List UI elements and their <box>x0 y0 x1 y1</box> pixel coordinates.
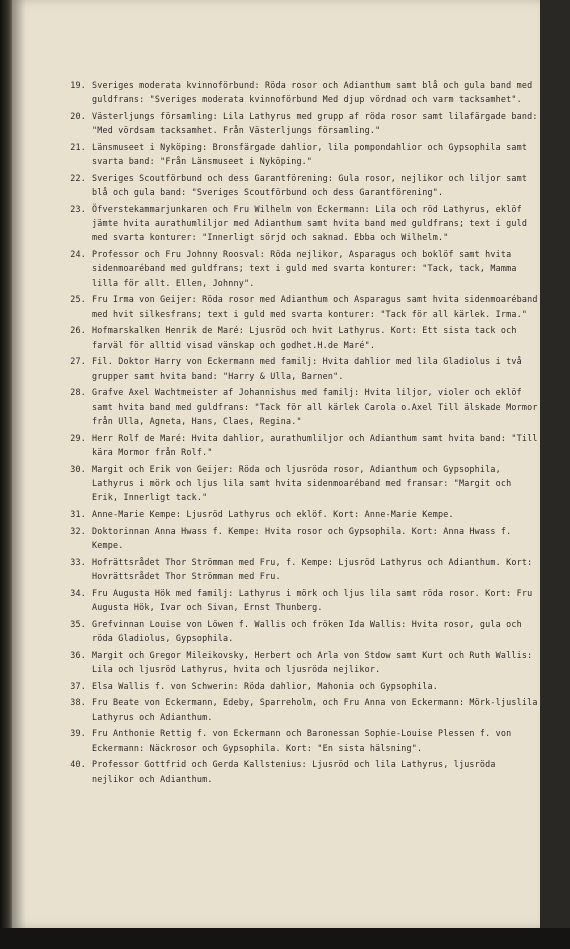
list-item <box>60 431 538 459</box>
entry-text: Hofmarskalken Henrik de Maré: Ljusröd och hvit Lathyrus. Kort: Ett sista tack och farväl för alltid visad vänskap och godhet.H.de Maré". <box>92 325 522 350</box>
entry-number: 22. <box>70 173 86 183</box>
entry-text: Länsmuseet i Nyköping: Bronsfärgade dahlior, lila pompondahlior och Gypsophila samt svarta band: "Från Länsmuseet i Nyköping." <box>92 142 533 167</box>
entry-text: Herr Rolf de Maré: Hvita dahlior, aurathumliljor och Adianthum samt hvita band: "Till kära Mormor från Rolf." <box>92 432 538 457</box>
entry-text: Fru Augusta Hök med familj: Lathyrus i mörk och ljus lila samt röda rosor. Kort: Fru Augusta Hök, Ivar och Sivan, Ernst Thunberg. <box>92 587 538 612</box>
entry-text: Grafve Axel Wachtmeister af Johannishus med familj: Hvita liljor, violer och eklöf samt hvita band med guldfrans: "Tack för all kärlek Carola o.Axel Till älskade Mormor från Ulla, Agneta, Hans, Claes, Regina." <box>92 387 538 426</box>
entry-number: 19. <box>70 80 86 90</box>
list-item <box>60 323 538 351</box>
entry-number: 25. <box>70 294 86 305</box>
entry-text: Västerljungs församling: Lila Lathyrus med grupp af röda rosor samt lilafärgade band: "Med vördsam tacksamhet. Från Västerljungs församling." <box>92 111 538 136</box>
entry-number: 32. <box>70 525 86 536</box>
entry-number: 36. <box>70 649 86 660</box>
floral-tribute-list <box>60 78 538 788</box>
list-item <box>60 109 538 137</box>
list-item <box>60 679 538 693</box>
list-item <box>60 524 538 552</box>
background-strip-bottom <box>0 928 570 949</box>
entry-number: 38. <box>70 697 86 708</box>
entry-number: 40. <box>70 759 86 770</box>
entry-number: 31. <box>70 508 86 519</box>
list-item <box>60 648 538 676</box>
entry-text: Fru Irma von Geijer: Röda rosor med Adianthum och Asparagus samt hvita sidenmoaréband med hvit silkesfrans; text i guld med svarta konturer: "Tack för all kärlek. Irma." <box>92 294 538 319</box>
entry-number: 28. <box>70 387 86 398</box>
entry-text: Fru Anthonie Rettig f. von Eckermann och Baronessan Sophie-Louise Plessen f. von Eckermann: Näckrosor och Gypsophila. Kort: "En sista hälsning". <box>92 728 517 753</box>
entry-number: 30. <box>70 463 86 474</box>
list-item <box>60 171 538 199</box>
list-item <box>60 586 538 614</box>
entry-text: Elsa Wallis f. von Schwerin: Röda dahlior, Mahonia och Gypsophila. <box>92 680 438 691</box>
list-item <box>60 507 538 521</box>
entry-number: 29. <box>70 432 86 443</box>
list-item <box>60 555 538 583</box>
entry-number: 33. <box>70 556 86 567</box>
entry-number: 20. <box>70 111 86 121</box>
entry-number: 24. <box>70 249 86 260</box>
list-item <box>60 140 538 168</box>
entry-number: 23. <box>70 204 86 214</box>
entry-text: Öfverstekammarjunkaren och Fru Wilhelm von Eckermann: Lila och röd Lathyrus, eklöf jämte hvita aurathumliljor med Adianthum samt hvita band med guldfrans; text i guld med svarta konturer: "Innerligt sörjd och saknad. Ebba och Wilhelm." <box>92 204 533 243</box>
page-fold-shadow <box>12 0 26 928</box>
list-item <box>60 78 538 106</box>
list-item <box>60 695 538 723</box>
entry-text: Professor Gottfrid och Gerda Kallstenius: Ljusröd och lila Lathyrus, ljusröda nejlikor och Adianthum. <box>92 759 501 784</box>
list-item <box>60 354 538 382</box>
list-item <box>60 202 538 245</box>
list-item <box>60 757 538 785</box>
entry-number: 35. <box>70 618 86 629</box>
entry-text: Margit och Erik von Geijer: Röda och ljusröda rosor, Adianthum och Gypsophila, Lathyrus i mörk och ljus lila samt hvita sidenmoaréband med fransar: "Margit och Erik, Innerligt tack." <box>92 463 517 503</box>
entry-text: Margit och Gregor Mileikovsky, Herbert och Arla von Stdow samt Kurt och Ruth Wallis: Lila och ljusröd Lathyrus, hvita och ljusröda nejlikor. <box>92 649 538 674</box>
list-item <box>60 617 538 645</box>
entry-text: Professor och Fru Johnny Roosval: Röda nejlikor, Asparagus och boklöf samt hvita sidenmoaréband med guldfrans; text i guld med svarta konturer: "Tack, tack, Mamma lilla för allt. Ellen, Johnny". <box>92 249 522 288</box>
entry-number: 39. <box>70 728 86 739</box>
book-binding-edge <box>0 0 12 949</box>
entry-text: Anne-Marie Kempe: Ljusröd Lathyrus och eklöf. Kort: Anne-Marie Kempe. <box>92 508 454 519</box>
entry-text: Doktorinnan Anna Hwass f. Kempe: Hvita rosor och Gypsophila. Kort: Anna Hwass f. Kempe. <box>92 525 517 550</box>
list-item <box>60 385 538 428</box>
entry-text: Sveriges moderata kvinnoförbund: Röda rosor och Adianthum samt blå och gula band med guldfrans: "Sveriges moderata kvinnoförbund Med djup vördnad och varm tacksamhet". <box>92 80 538 105</box>
entry-text: Sveriges Scoutförbund och dess Garantförening: Gula rosor, nejlikor och liljor samt blå och gula band: "Sveriges Scoutförbund och dess Garantförening". <box>92 173 533 198</box>
entry-number: 37. <box>70 680 86 691</box>
list-item <box>60 462 538 505</box>
entry-text: Grefvinnan Louise von Löwen f. Wallis och fröken Ida Wallis: Hvita rosor, gula och röda Gladiolus, Gypsophila. <box>92 618 528 643</box>
entry-text: Fil. Doktor Harry von Eckermann med familj: Hvita dahlior med lila Gladiolus i två grupper samt hvita band: "Harry & Ulla, Barnen". <box>92 356 528 381</box>
entry-number: 21. <box>70 142 86 152</box>
entry-text: Hofrättsrådet Thor Strömman med Fru, f. Kempe: Ljusröd Lathyrus och Adianthum. Kort: Hovrättsrådet Thor Strömman med Fru. <box>92 556 538 581</box>
list-item <box>60 247 538 290</box>
entry-number: 26. <box>70 325 86 336</box>
entry-number: 27. <box>70 356 86 367</box>
entry-text: Fru Beate von Eckermann, Edeby, Sparreholm, och Fru Anna von Eckermann: Mörk-ljuslila Lathyrus och Adianthum. <box>92 697 538 722</box>
entry-number: 34. <box>70 587 86 598</box>
list-item <box>60 292 538 320</box>
list-item <box>60 726 538 754</box>
background-strip-right <box>540 0 570 949</box>
